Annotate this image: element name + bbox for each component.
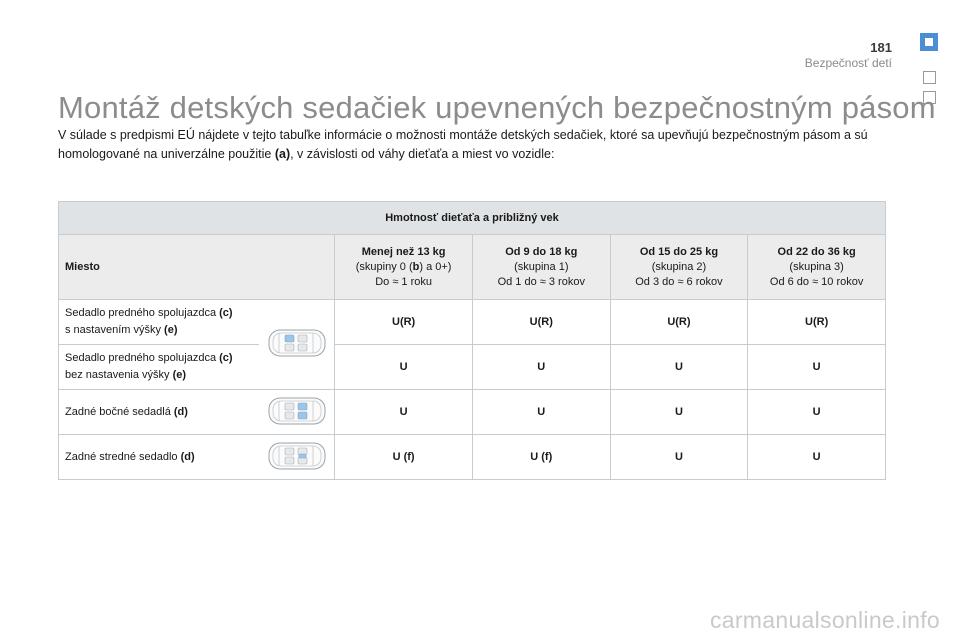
column-header-row (59, 235, 886, 300)
value-cell: U (748, 390, 886, 435)
group-title: Od 9 do 18 kg (505, 245, 578, 258)
intro-text-end: , v závislosti od váhy dieťaťa a miest vo vozidle: (290, 147, 555, 161)
place-header: Miesto (59, 235, 335, 300)
value-cell: U (472, 390, 610, 435)
group-age: Do ≈ 1 roku (375, 275, 432, 288)
seat-label: Sedadlo predného spolujazdca (65, 307, 220, 319)
value-cell: U (f) (472, 435, 610, 480)
seat-note-ref: (e) (164, 324, 178, 336)
value-cell: U (610, 345, 748, 390)
compatibility-table (58, 201, 886, 480)
table-row (59, 435, 886, 480)
car-front-seat-icon (267, 327, 327, 359)
table-row (59, 390, 886, 435)
seat-label-cell (59, 435, 260, 480)
table-header-row (59, 202, 886, 235)
group-title: Od 15 do 25 kg (639, 245, 719, 258)
chapter-tab-icon (920, 33, 938, 51)
value-cell: U (748, 435, 886, 480)
value-cell: U (335, 345, 473, 390)
group-subtitle: (skupina 2) (651, 260, 707, 273)
group-subtitle: (skupina 1) (514, 260, 569, 273)
intro-paragraph (58, 126, 908, 164)
value-cell: U (610, 390, 748, 435)
value-cell: U (748, 345, 886, 390)
group-age: Od 6 do ≈ 10 rokov (769, 275, 864, 288)
watermark: carmanualsonline.info (709, 607, 940, 633)
seat-label: Zadné stredné sedadlo (65, 450, 181, 463)
page-title: Montáž detských sedačiek upevnených bezpečnostným pásom (58, 90, 936, 125)
group-header-2 (610, 235, 748, 300)
group-title: Od 22 do 36 kg (777, 245, 856, 258)
seat-label-cell (59, 345, 260, 390)
group-subtitle-end: ) a 0+) (419, 260, 452, 273)
value-cell: U (472, 345, 610, 390)
car-front-passenger-icon-cell (259, 300, 335, 390)
car-rear-outer-seat-icon (267, 395, 327, 427)
car-rear-outer-icon-cell (259, 390, 335, 435)
group-subtitle: (skupiny 0 ( (355, 260, 413, 273)
seat-note-ref: (e) (172, 369, 187, 381)
seat-label-line2: s nastavením výšky (65, 324, 165, 336)
value-cell: U (335, 390, 473, 435)
group-header-0 (335, 235, 473, 300)
table-row (59, 345, 886, 390)
seat-label-cell (59, 390, 260, 435)
seat-label: Sedadlo predného spolujazdca (65, 352, 220, 364)
value-cell: U(R) (472, 300, 610, 345)
group-subtitle: (skupina 3) (789, 260, 844, 273)
chapter-box-icon (923, 71, 936, 84)
seat-note-ref: (c) (219, 307, 233, 319)
value-cell: U(R) (335, 300, 473, 345)
value-cell: U (f) (335, 435, 473, 480)
group-note-ref: b (412, 260, 420, 273)
group-age: Od 3 do ≈ 6 rokov (635, 275, 723, 288)
group-age: Od 1 do ≈ 3 rokov (497, 275, 585, 288)
seat-label-cell (59, 300, 260, 345)
seat-label: Zadné bočné sedadlá (65, 405, 174, 418)
page-number: 181 (870, 40, 892, 55)
value-cell: U(R) (610, 300, 748, 345)
group-header-3 (748, 235, 886, 300)
seat-note-ref: (d) (173, 405, 188, 418)
value-cell: U (610, 435, 748, 480)
car-rear-middle-seat-icon (267, 440, 327, 472)
car-rear-middle-icon-cell (259, 435, 335, 480)
seat-note-ref: (c) (219, 352, 233, 364)
value-cell: U(R) (748, 300, 886, 345)
table-row (59, 300, 886, 345)
intro-text: V súlade s predpismi EÚ nájdete v tejto tabuľke informácie o možnosti montáže detských sedačiek, ktoré sa upevňujú bezpečnostným pásom a sú homologované na univerzálne použitie (58, 128, 868, 161)
intro-note-ref: (a) (274, 147, 291, 161)
weight-header: Hmotnosť dieťaťa a približný vek (59, 202, 886, 235)
section-name: Bezpečnosť detí (804, 56, 892, 70)
seat-note-ref: (d) (180, 450, 195, 463)
seat-label-line2: bez nastavenia výšky (65, 369, 173, 381)
group-title: Menej než 13 kg (361, 245, 446, 258)
group-header-1 (472, 235, 610, 300)
